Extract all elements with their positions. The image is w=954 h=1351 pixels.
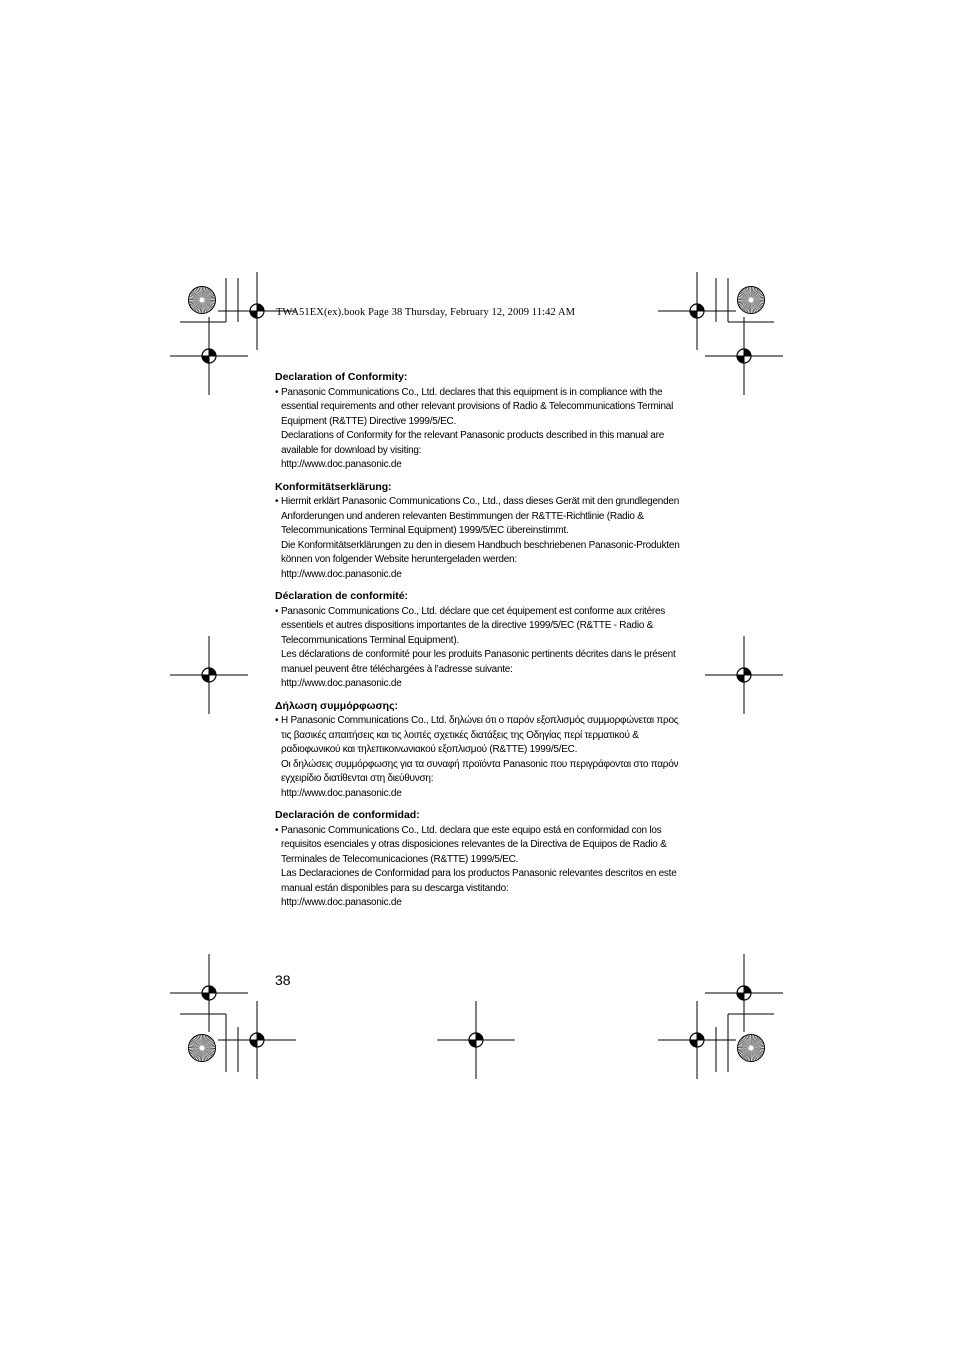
file-info-header: TWA51EX(ex).book Page 38 Thursday, February 12, 2009 11:42 AM [276,307,576,318]
section-title: Δήλωση συμμόρφωσης: [275,699,399,712]
bullet: • [275,715,279,726]
declaration-section-english [275,370,685,473]
download-url: http://www.doc.panasonic.de [281,568,402,580]
download-text: Declarations of Conformity for the relevant Panasonic products described in this manual are available for download by visiting: [281,430,665,456]
declaration-item [275,495,685,582]
declaration-item [275,386,685,473]
starburst-center [200,298,205,303]
registration-quadrant [257,304,264,311]
page-number: 38 [275,972,291,988]
section-title: Déclaration de conformité: [275,590,409,602]
bullet: • [275,386,279,398]
declaration-text: Panasonic Communications Co., Ltd. declares that this equipment is in compliance with the essential requirements and other relevant provisions of Radio & Telecommunications Terminal Equipment (R&TTE) Directive 1999/5/EC. [281,386,674,427]
registration-quadrant [697,304,704,311]
registration-quadrant [202,356,209,363]
registration-quadrant [690,1040,697,1047]
registration-quadrant [737,993,744,1000]
registration-quadrant [250,311,257,318]
registration-quadrant [690,311,697,318]
download-text: Οι δηλώσεις συμμόρφωσης για τα συναφή προϊόντα Panasonic που περιγράφονται στο παρόν εγχειρίδιο διατίθενται στη διεύθυνση: [281,758,679,784]
declaration-section-german [275,480,685,583]
bullet: • [275,496,279,507]
registration-quadrant [476,1033,483,1040]
declaration-section-greek [275,699,685,802]
section-title: Declaration of Conformity: [275,371,408,383]
declarations-content [275,370,685,918]
registration-quadrant [469,1040,476,1047]
declaration-item [275,605,685,692]
declaration-item [275,824,685,911]
registration-quadrant [257,1033,264,1040]
download-url: http://www.doc.panasonic.de [281,897,402,908]
declaration-text: Η Panasonic Communications Co., Ltd. δηλώνει ότι ο παρόν εξοπλισμός συμμορφώνεται προς τις βασικές απαιτήσεις και τις λοιπές σχετικές διατάξεις της Οδηγίας περί τερματικού & ραδιοφωνικού και τηλεπικοινωνιακού εξοπλισμού (R&TTE) 1999/5/EC. [281,715,679,755]
starburst-center [200,1046,205,1051]
starburst-center [749,1046,754,1051]
registration-quadrant [744,668,751,675]
starburst-center [749,298,754,303]
declaration-item [275,714,685,801]
download-url: http://www.doc.panasonic.de [281,459,402,470]
registration-quadrant [209,986,216,993]
registration-quadrant [744,349,751,356]
registration-quadrant [697,1033,704,1040]
registration-quadrant [202,675,209,682]
section-title: Declaración de conformidad: [275,809,420,821]
download-url: http://www.doc.panasonic.de [281,787,402,799]
declaration-text: Panasonic Communications Co., Ltd. déclare que cet équipement est conforme aux critères essentiels et autres dispositions importantes de la directive 1999/5/EC (R&TTE - Radio & Telecommunications Terminal Equipment). [281,605,666,646]
registration-quadrant [737,675,744,682]
declaration-text: Hiermit erklärt Panasonic Communications Co., Ltd., dass dieses Gerät mit den grundlegenden Anforderungen und anderen relevanten Bestimmungen der R&TTE-Richtlinie (Radio & Telecommunications Terminal Equipment) 1999/5/EC übereinstimmt. [281,496,680,536]
download-text: Les déclarations de conformité pour les produits Panasonic pertinents décrites dans le présent manuel peuvent être téléchargées à l’adresse suivante: [281,649,676,675]
download-text: Die Konformitätserklärungen zu den in diesem Handbuch beschriebenen Panasonic-Produkten können von folgender Website heruntergeladen werden: [281,539,680,565]
registration-quadrant [209,349,216,356]
registration-quadrant [209,668,216,675]
declaration-section-french [275,589,685,692]
registration-quadrant [737,356,744,363]
bullet: • [275,824,279,836]
declaration-text: Panasonic Communications Co., Ltd. declara que este equipo está en conformidad con los requisitos esenciales y otras disposiciones relevantes de la Directiva de Equipos de Radio & Terminales de Telecomunicaciones (R&TTE) 1999/5/EC. [281,824,667,865]
registration-quadrant [250,1040,257,1047]
declaration-section-spanish [275,808,685,911]
download-url: http://www.doc.panasonic.de [281,678,402,689]
download-text: Las Declaraciones de Conformidad para los productos Panasonic relevantes descritos en este manual están disponibles para su descarga vistitando: [281,868,677,894]
registration-quadrant [744,986,751,993]
bullet: • [275,605,279,617]
registration-quadrant [202,993,209,1000]
section-title: Konformitätserklärung: [275,480,392,493]
